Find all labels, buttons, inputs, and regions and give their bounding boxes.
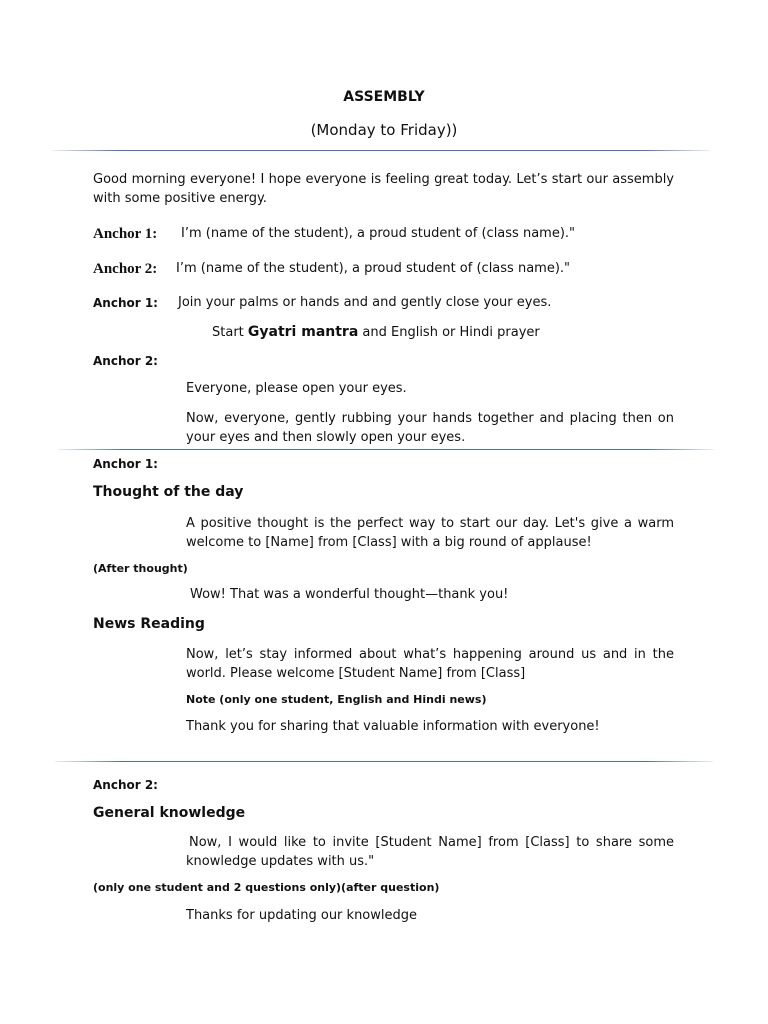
news-paragraph: Now, let’s stay informed about what’s happening around us and in the world. Please welcome [Student Name] from [Class] bbox=[186, 647, 674, 681]
gk-note: (only one student and 2 questions only)(after question) bbox=[93, 881, 440, 894]
anchor1-label: Anchor 1: bbox=[93, 226, 158, 242]
gk-heading: General knowledge bbox=[93, 805, 246, 821]
divider bbox=[52, 150, 710, 151]
after-prayer-anchor-label: Anchor 2: bbox=[93, 354, 158, 368]
after-thought-label: (After thought) bbox=[93, 562, 188, 575]
anchor2-label: Anchor 2: bbox=[93, 261, 158, 277]
page-title: ASSEMBLY bbox=[343, 89, 425, 105]
prayer-start-suffix: and English or Hindi prayer bbox=[358, 325, 540, 340]
intro-paragraph: Good morning everyone! I hope everyone is feeling great today. Let’s start our assembly with some positive energy. bbox=[93, 172, 674, 206]
news-note: Note (only one student, English and Hindi news) bbox=[186, 693, 487, 706]
anchor2-intro-text: I’m (name of the student), a proud student of (class name)." bbox=[176, 261, 570, 276]
after-thought-text: Wow! That was a wonderful thought—thank you! bbox=[190, 587, 509, 602]
prayer-instruction: Join your palms or hands and and gently close your eyes. bbox=[178, 295, 552, 310]
thought-heading: Thought of the day bbox=[93, 484, 244, 500]
open-eyes-line: Everyone, please open your eyes. bbox=[186, 381, 407, 396]
news-heading: News Reading bbox=[93, 616, 205, 632]
thought-paragraph: A positive thought is the perfect way to start our day. Let's give a warm welcome to [Name] from [Class] with a big round of applause! bbox=[186, 516, 674, 550]
rub-hands-paragraph: Now, everyone, gently rubbing your hands together and placing then on your eyes and then slowly open your eyes. bbox=[186, 411, 674, 445]
gk-anchor-label: Anchor 2: bbox=[93, 778, 158, 792]
mantra-name: Gyatri mantra bbox=[247, 324, 359, 340]
divider bbox=[58, 449, 714, 450]
prayer-start-line bbox=[212, 324, 540, 340]
thought-anchor-label: Anchor 1: bbox=[93, 457, 158, 471]
gk-thanks: Thanks for updating our knowledge bbox=[186, 908, 418, 923]
page-subtitle: (Monday to Friday)) bbox=[310, 121, 458, 139]
prayer-anchor-label: Anchor 1: bbox=[93, 296, 158, 310]
anchor1-intro-text: I’m (name of the student), a proud student of (class name)." bbox=[181, 226, 575, 241]
divider bbox=[55, 761, 713, 762]
news-thanks: Thank you for sharing that valuable information with everyone! bbox=[186, 719, 600, 734]
prayer-start-prefix: Start bbox=[212, 325, 248, 340]
gk-paragraph: Now, I would like to invite [Student Name] from [Class] to share some knowledge updates with us." bbox=[186, 835, 674, 869]
